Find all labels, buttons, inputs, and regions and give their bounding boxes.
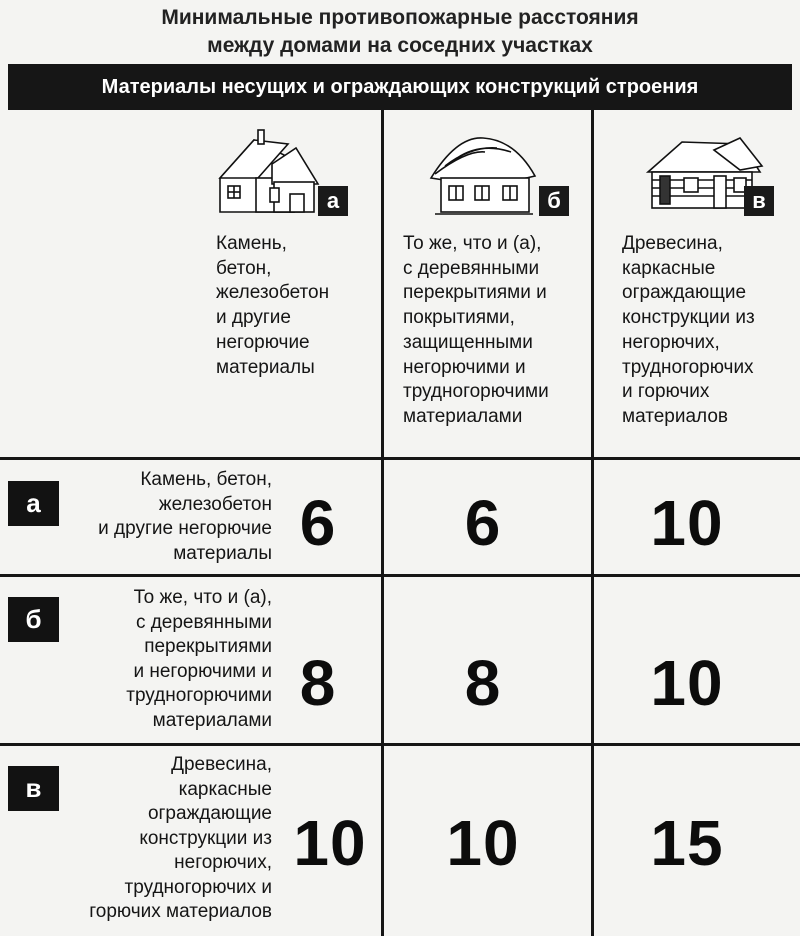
value-c-c: 15: [650, 807, 724, 879]
row-c-text: Древесина, каркасные ограждающие конструкции из негорючих, трудногорючих и горючих материалов: [89, 754, 272, 922]
column-a-text: Камень, бетон, железобетон и другие негорючие материалы: [216, 233, 330, 378]
page-title: [0, 4, 800, 60]
value-b-a: 8: [299, 647, 337, 719]
column-tag-b: б: [539, 186, 569, 216]
title-line-2: между домами на соседних участках: [207, 34, 593, 57]
stone-house-icon: [214, 124, 324, 224]
title-line-1: Минимальные противопожарные расстояния: [161, 6, 639, 29]
value-b-b: 8: [464, 647, 502, 719]
column-b-text: То же, что и (а), с деревянными перекрытиями и покрытиями, защищенными негорючими и трудногорючими материалами: [403, 233, 549, 427]
divider-horizontal-2: [0, 574, 800, 577]
divider-horizontal-3: [0, 743, 800, 746]
row-b-text: То же, что и (а), с деревянными перекрытиями и негорючими и трудногорючими материалами: [126, 587, 272, 731]
row-tag-c: в: [8, 766, 59, 811]
column-tag-a: а: [318, 186, 348, 216]
row-tag-a: а: [8, 481, 59, 526]
column-c-text: Древесина, каркасные ограждающие конструкции из негорючих, трудногорючих и горючих материалов: [622, 233, 755, 427]
value-a-c: 10: [650, 487, 724, 559]
value-a-a: 6: [299, 487, 337, 559]
header-banner: Материалы несущих и ограждающих конструкций строения: [8, 64, 792, 110]
divider-horizontal-1: [0, 457, 800, 460]
column-tag-c: в: [744, 186, 774, 216]
row-tag-b: б: [8, 597, 59, 642]
thatched-house-icon: [427, 130, 537, 220]
value-b-c: 10: [650, 647, 724, 719]
divider-vertical-1: [381, 110, 384, 936]
value-c-b: 10: [446, 807, 520, 879]
row-a-text: Камень, бетон, железобетон и другие негорючие материалы: [98, 469, 272, 564]
divider-vertical-2: [591, 110, 594, 936]
value-a-b: 6: [464, 487, 502, 559]
value-c-a: 10: [293, 807, 367, 879]
